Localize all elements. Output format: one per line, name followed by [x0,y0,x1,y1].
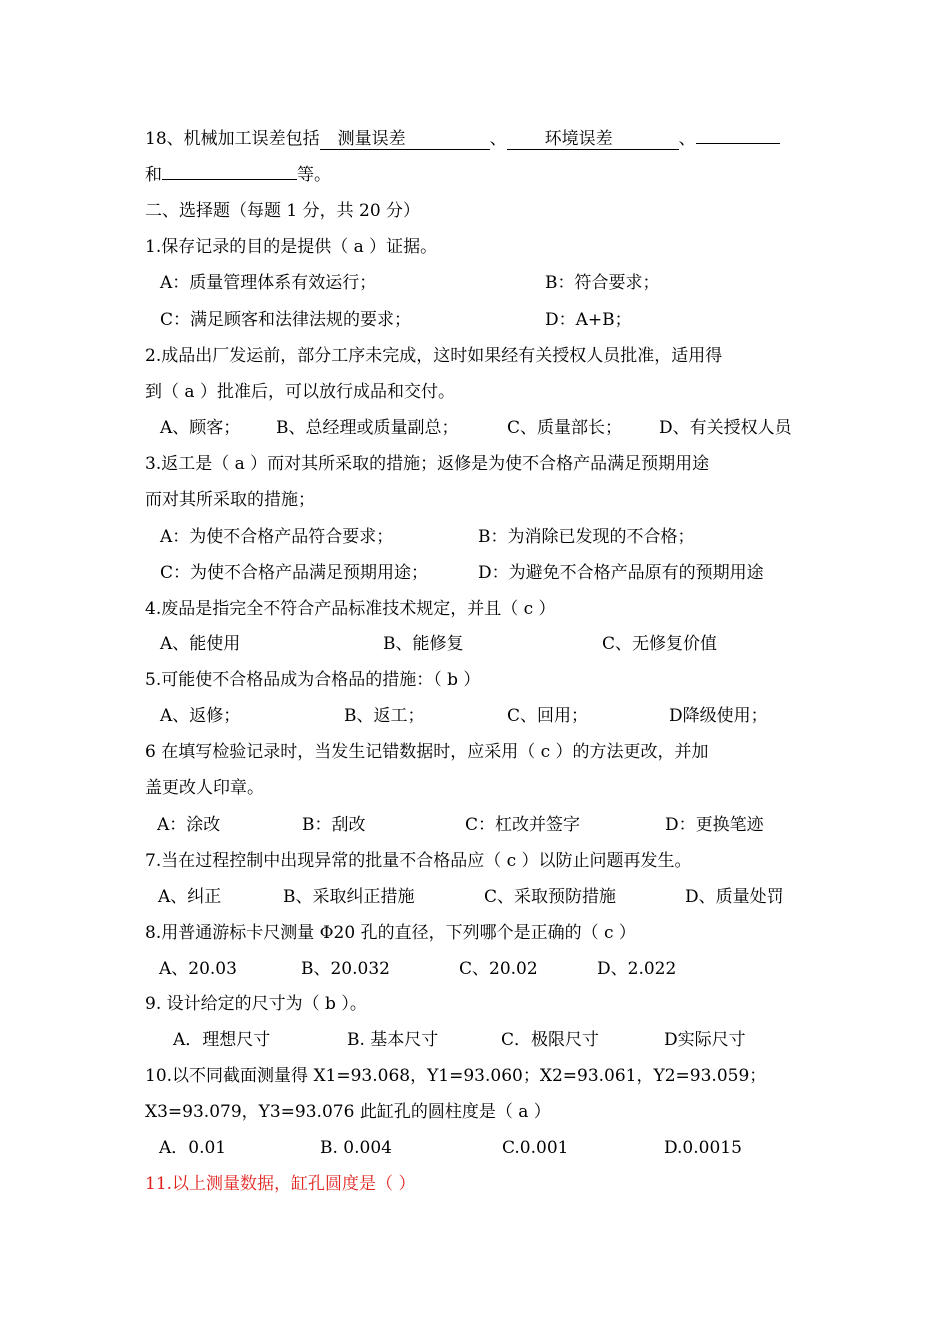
q2-option-b: B、总经理或质量副总； [276,418,459,438]
q10-option-d: D.0.0015 [664,1138,742,1158]
q8-stem: 8.用普通游标卡尺测量 Φ20 孔的直径，下列哪个是正确的（ c ） [145,923,636,943]
q10-option-a: A．0.01 [159,1138,227,1158]
q10-stem-line2: X3=93.079，Y3=93.076 此缸孔的圆柱度是（ a ） [145,1102,551,1122]
q9-option-a: A．理想尺寸 [173,1030,271,1050]
q6-stem-line1: 6 在填写检验记录时，当发生记错数据时，应采用（ c ）的方法更改，并加 [145,742,709,762]
q3-option-c: C：为使不合格产品满足预期用途； [160,563,429,583]
q18-sep-2: 、 [678,129,696,149]
q11-stem: 11.以上测量数据，缸孔圆度是（ ） [145,1174,416,1194]
q2-stem-line1: 2.成品出厂发运前，部分工序未完成，这时如果经有关授权人员批准，适用得 [145,346,723,366]
q1-option-a: A：质量管理体系有效运行； [160,273,377,293]
q8-option-b: B、20.032 [301,959,390,979]
q18-blank-4 [162,179,297,180]
q1-stem: 1.保存记录的目的是提供（ a ）证据。 [145,237,438,257]
q2-option-c: C、质量部长； [507,418,623,438]
q6-option-a: A：涂改 [157,815,221,835]
q6-option-b: B：刮改 [302,815,366,835]
q3-stem-line1: 3.返工是（ a ）而对其所采取的措施；返修是为使不合格产品满足预期用途 [145,454,710,474]
q7-stem: 7.当在过程控制中出现异常的批量不合格品应（ c ）以防止问题再发生。 [145,851,692,871]
q3-stem-line2: 而对其所采取的措施； [145,490,315,510]
q8-option-c: C、20.02 [459,959,538,979]
q4-option-b: B、能修复 [383,634,464,654]
q18-blank-2 [507,129,679,150]
q18-blank-1-text: 测量误差 [337,129,406,149]
q18-blank-3 [696,143,780,144]
q6-stem-line2: 盖更改人印章。 [145,778,264,798]
q1-option-d: D：A+B； [545,310,632,330]
q1-option-b: B：符合要求； [545,273,660,293]
q10-option-b: B. 0.004 [320,1138,392,1158]
q2-option-d: D、有关授权人员 [659,418,792,438]
q6-option-c: C：杠改并签字 [465,815,581,835]
q18-line2 [145,164,331,186]
q8-option-d: D、2.022 [597,959,677,979]
q7-option-a: A、纠正 [158,887,222,907]
q4-option-a: A、能使用 [160,634,241,654]
q9-stem: 9. 设计给定的尺寸为（ b ）。 [145,994,367,1014]
section-title: 二、选择题（每题 1 分，共 20 分） [145,201,421,221]
q9-option-d: D实际尺寸 [664,1030,746,1050]
q18-line1 [145,128,780,150]
q4-option-c: C、无修复价值 [602,634,718,654]
q10-option-c: C.0.001 [502,1138,569,1158]
q3-option-d: D：为避免不合格产品原有的预期用途 [478,563,764,583]
q9-option-b: B. 基本尺寸 [347,1030,439,1050]
q4-stem: 4.废品是指完全不符合产品标准技术规定，并且（ c ） [145,599,556,619]
q9-option-c: C．极限尺寸 [501,1030,600,1050]
q1-option-c: C：满足顾客和法律法规的要求； [160,310,412,330]
q18-blank-2-text: 环境误差 [544,129,613,149]
q7-option-b: B、采取纠正措施 [283,887,415,907]
q18-blank-1 [320,129,490,150]
q5-stem: 5.可能使不合格品成为合格品的措施：（ b ） [145,670,481,690]
q8-option-a: A、20.03 [159,959,237,979]
q6-option-d: D：更换笔迹 [665,815,764,835]
q5-option-b: B、返工； [344,706,425,726]
q3-option-a: A：为使不合格产品符合要求； [160,527,394,547]
q18-line2-prefix: 和 [145,165,162,185]
q5-option-d: D降级使用； [669,706,768,726]
q18-prefix: 18、机械加工误差包括 [145,129,320,149]
q18-sep-1: 、 [489,129,507,149]
q7-option-d: D、质量处罚 [685,887,784,907]
q5-option-c: C、回用； [507,706,589,726]
q7-option-c: C、采取预防措施 [484,887,617,907]
q18-line2-suffix: 等。 [297,165,331,185]
q3-option-b: B：为消除已发现的不合格； [478,527,695,547]
q10-stem-line1: 10.以不同截面测量得 X1=93.068，Y1=93.060；X2=93.061，Y2=93.059； [145,1066,767,1086]
q2-option-a: A、顾客； [160,418,241,438]
q5-option-a: A、返修； [160,706,241,726]
q2-stem-line2: 到（ a ）批准后，可以放行成品和交付。 [145,382,455,402]
